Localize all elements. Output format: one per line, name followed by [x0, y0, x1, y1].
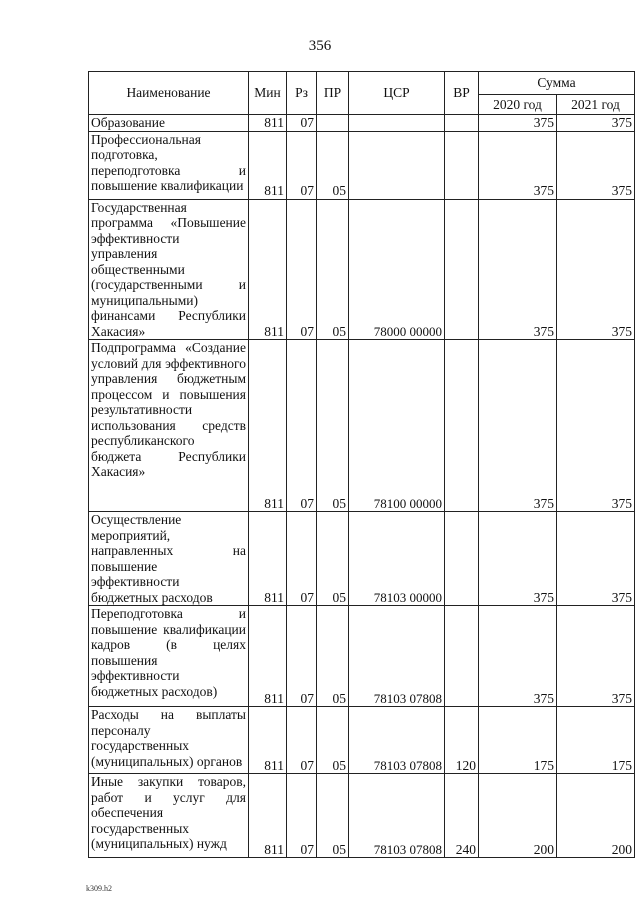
table-row	[89, 707, 635, 774]
row-name: Осуществление мероприятий, направленных на повышение эффективности бюджетных расходов	[89, 512, 249, 606]
table-row	[89, 774, 635, 858]
row-min: 811	[249, 512, 287, 606]
row-csr: 78103 07808	[349, 606, 445, 707]
header-rz: Рз	[287, 72, 317, 115]
table-row	[89, 131, 635, 199]
row-pr: 05	[317, 774, 349, 858]
row-sum-2021: 375	[557, 199, 635, 340]
row-sum-2020: 375	[479, 606, 557, 707]
row-name: Подпрограмма «Создание условий для эффективного управления бюджетным процессом и повышения результативности использования средств республиканского бюджета Республики Хакасия»	[89, 340, 249, 512]
row-sum-2021: 375	[557, 340, 635, 512]
row-vr	[445, 131, 479, 199]
row-name: Образование	[89, 115, 249, 132]
row-min: 811	[249, 606, 287, 707]
row-rz: 07	[287, 512, 317, 606]
row-pr: 05	[317, 512, 349, 606]
row-sum-2021: 175	[557, 707, 635, 774]
row-csr: 78103 07808	[349, 774, 445, 858]
table-row	[89, 606, 635, 707]
row-name: Профессиональная подготовка, переподготовка и повышение квалификации	[89, 131, 249, 199]
row-pr: 05	[317, 340, 349, 512]
row-csr: 78100 00000	[349, 340, 445, 512]
row-pr	[317, 115, 349, 132]
row-sum-2021: 375	[557, 115, 635, 132]
row-csr: 78000 00000	[349, 199, 445, 340]
row-sum-2021: 375	[557, 512, 635, 606]
row-csr	[349, 131, 445, 199]
row-name: Расходы на выплаты персоналу государственных (муниципальных) органов	[89, 707, 249, 774]
table-row	[89, 512, 635, 606]
row-vr	[445, 115, 479, 132]
header-vr: ВР	[445, 72, 479, 115]
header-year-2020: 2020 год	[479, 95, 557, 115]
row-sum-2021: 200	[557, 774, 635, 858]
row-csr	[349, 115, 445, 132]
row-sum-2020: 375	[479, 115, 557, 132]
row-csr: 78103 07808	[349, 707, 445, 774]
row-csr: 78103 00000	[349, 512, 445, 606]
row-rz: 07	[287, 606, 317, 707]
row-min: 811	[249, 707, 287, 774]
row-rz: 07	[287, 115, 317, 132]
row-min: 811	[249, 340, 287, 512]
row-rz: 07	[287, 774, 317, 858]
row-sum-2020: 200	[479, 774, 557, 858]
budget-table	[88, 71, 635, 858]
row-vr	[445, 606, 479, 707]
table-row	[89, 340, 635, 512]
header-csr: ЦСР	[349, 72, 445, 115]
row-sum-2021: 375	[557, 606, 635, 707]
row-rz: 07	[287, 707, 317, 774]
header-year-2021: 2021 год	[557, 95, 635, 115]
row-sum-2020: 175	[479, 707, 557, 774]
header-pr: ПР	[317, 72, 349, 115]
row-pr: 05	[317, 606, 349, 707]
row-vr	[445, 199, 479, 340]
row-name: Переподготовка и повышение квалификации кадров (в целях повышения эффективности бюджетных расходов)	[89, 606, 249, 707]
row-name: Иные закупки товаров, работ и услуг для обеспечения государственных (муниципальных) нужд	[89, 774, 249, 858]
row-pr: 05	[317, 131, 349, 199]
row-min: 811	[249, 131, 287, 199]
row-sum-2021: 375	[557, 131, 635, 199]
row-vr: 120	[445, 707, 479, 774]
row-vr: 240	[445, 774, 479, 858]
row-pr: 05	[317, 707, 349, 774]
footer-code: k309.h2	[86, 884, 112, 893]
row-min: 811	[249, 115, 287, 132]
page-number: 356	[308, 38, 332, 54]
row-sum-2020: 375	[479, 340, 557, 512]
row-min: 811	[249, 199, 287, 340]
row-name: Государственная программа «Повышение эффективности управления общественными (государственными и муниципальными) финансами Республики Хакасия»	[89, 199, 249, 340]
row-sum-2020: 375	[479, 199, 557, 340]
row-rz: 07	[287, 131, 317, 199]
table-row	[89, 115, 635, 132]
row-vr	[445, 512, 479, 606]
header-min: Мин	[249, 72, 287, 115]
row-sum-2020: 375	[479, 512, 557, 606]
header-name: Наименование	[89, 72, 249, 115]
row-vr	[445, 340, 479, 512]
row-rz: 07	[287, 340, 317, 512]
header-sum: Сумма	[479, 72, 635, 95]
row-min: 811	[249, 774, 287, 858]
row-sum-2020: 375	[479, 131, 557, 199]
row-pr: 05	[317, 199, 349, 340]
table-row	[89, 199, 635, 340]
row-rz: 07	[287, 199, 317, 340]
